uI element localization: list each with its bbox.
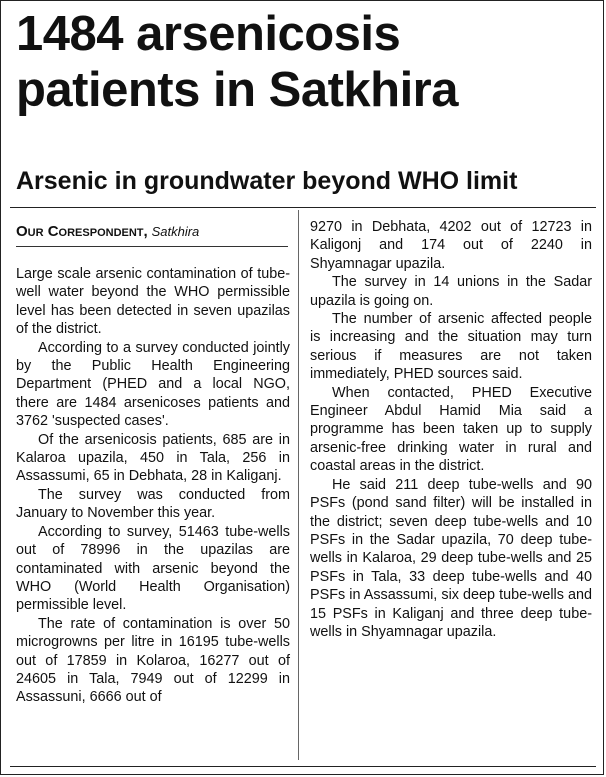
paragraph: Large scale arsenic contamination of tube-well water beyond the WHO permissible level has been detected in seven upazilas of the district. (16, 266, 290, 338)
paragraph: The rate of contamination is over 50 microgrowns per litre in 16195 tube-wells out of 17859 in Kolaroa, 16277 out of 24605 in Tala, 7949 out of 12299 in Assassuni, 6666 out of (16, 615, 290, 706)
headline: 1484 arsenicosis patients in Satkhira (16, 7, 459, 117)
byline-rule (16, 246, 288, 247)
paragraph: According to survey, 51463 tube-wells out of 78996 in the upazilas are contaminated with arsenic beyond the WHO (World Health Organisation) permissible level. (16, 523, 290, 614)
byline (16, 222, 291, 241)
byline-place: Satkhira (151, 224, 200, 239)
subheadline: Arsenic in groundwater beyond WHO limit (16, 167, 518, 195)
headline-rule (10, 207, 596, 208)
paragraph: The survey in 14 unions in the Sadar upazila is going on. (310, 274, 592, 309)
paragraph: The number of arsenic affected people is increasing and the situation may turn serious if measures are not taken immediately, PHED sources said. (310, 311, 592, 383)
column-divider (298, 210, 299, 760)
byline-name: Our Corespondent, (16, 223, 148, 240)
paragraph: Of the arsenicosis patients, 685 are in Kalaroa upazila, 450 in Tala, 256 in Assassumi, 65 in Debhata, 28 in Kaliganj. (16, 431, 290, 485)
paragraph: When contacted, PHED Executive Engineer Abdul Hamid Mia said a programme has been taken up to supply arsenic-free drinking water in rural and coastal areas in the district. (310, 384, 592, 475)
paragraph: The survey was conducted from January to November this year. (16, 486, 290, 522)
article-column-right (310, 218, 592, 641)
paragraph: He said 211 deep tube-wells and 90 PSFs (pond sand filter) will be installed in the district; seven deep tube-wells and 10 PSFs in the Sadar upazila, 70 deep tube-wells in Kalaroa, 29 deep tube-wells and 25 PSFs in Tala, 33 deep tube-wells and 40 PSFs in Assassumi, six deep tube-wells and 15 PSFs in Kaliganj and three deep tube-wells in Shyamnagar upazila. (310, 476, 592, 640)
bottom-rule (10, 766, 596, 767)
paragraph: According to a survey conducted jointly by the Public Health Engineering Department (PHED and a local NGO, there are 1484 arsenicoses patients and 3762 'suspected cases'. (16, 339, 290, 430)
article-column-left (16, 265, 290, 707)
paragraph: 9270 in Debhata, 4202 out of 12723 in Kaligonj and 174 out of 2240 in Shyamnagar upazila. (310, 219, 592, 272)
